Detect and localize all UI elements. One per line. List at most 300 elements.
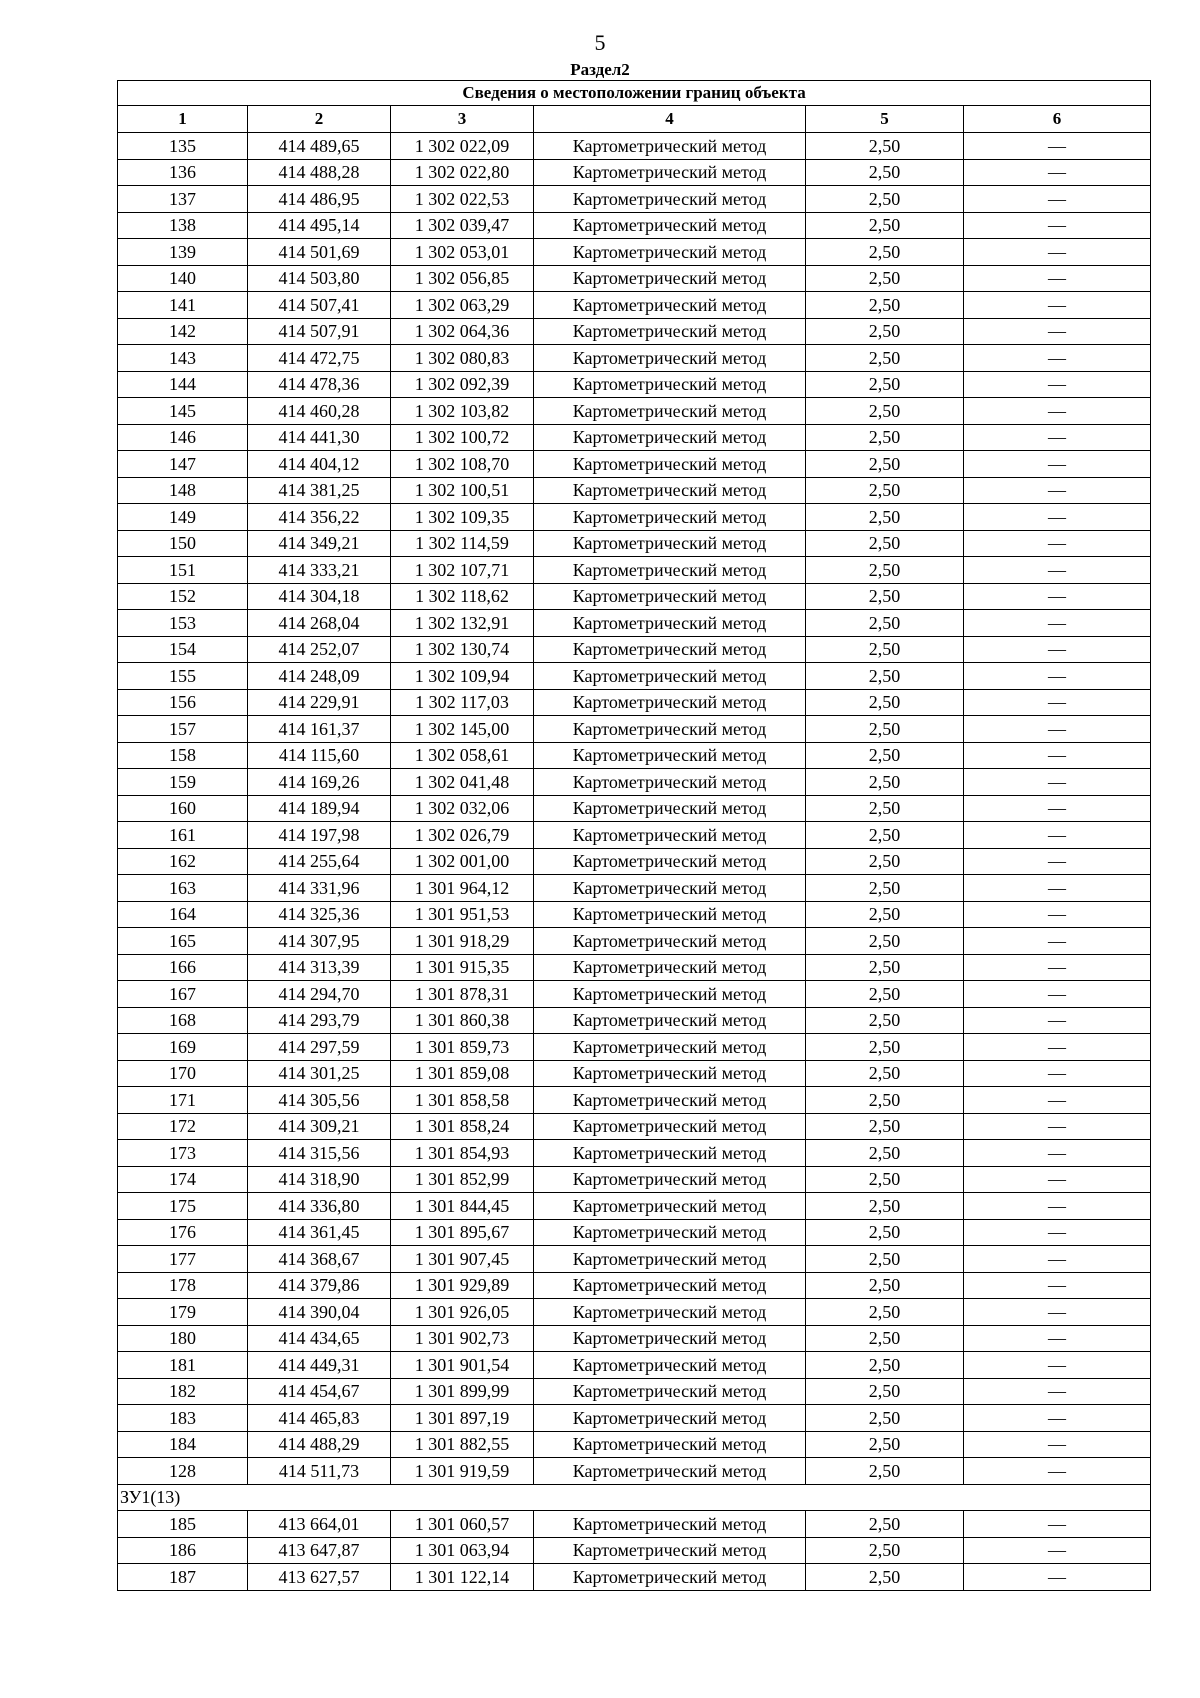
note-cell: — [964,1564,1151,1591]
y-coordinate-cell: 1 301 858,58 [391,1087,534,1114]
point-number-cell: 162 [118,848,248,875]
note-cell: — [964,1007,1151,1034]
note-cell: — [964,583,1151,610]
y-coordinate-cell: 1 302 041,48 [391,769,534,796]
accuracy-cell: 2,50 [806,742,964,769]
group-row [118,1484,1151,1511]
point-number-cell: 160 [118,795,248,822]
x-coordinate-cell: 414 495,14 [248,212,391,239]
method-cell: Картометрический метод [534,1458,806,1485]
method-cell: Картометрический метод [534,318,806,345]
x-coordinate-cell: 414 381,25 [248,477,391,504]
accuracy-cell: 2,50 [806,610,964,637]
accuracy-cell: 2,50 [806,398,964,425]
point-number-cell: 172 [118,1113,248,1140]
x-coordinate-cell: 414 356,22 [248,504,391,531]
point-number-cell: 161 [118,822,248,849]
x-coordinate-cell: 414 169,26 [248,769,391,796]
x-coordinate-cell: 414 486,95 [248,186,391,213]
method-cell: Картометрический метод [534,795,806,822]
x-coordinate-cell: 414 507,91 [248,318,391,345]
point-number-cell: 163 [118,875,248,902]
note-cell: — [964,1087,1151,1114]
point-number-cell: 139 [118,239,248,266]
point-number-cell: 137 [118,186,248,213]
table-row [118,928,1151,955]
note-cell: — [964,159,1151,186]
column-header: 3 [391,106,534,133]
note-cell: — [964,424,1151,451]
accuracy-cell: 2,50 [806,1352,964,1379]
table-row [118,822,1151,849]
x-coordinate-cell: 414 390,04 [248,1299,391,1326]
method-cell: Картометрический метод [534,557,806,584]
group-label: ЗУ1(13) [118,1484,1151,1511]
x-coordinate-cell: 414 307,95 [248,928,391,955]
x-coordinate-cell: 414 268,04 [248,610,391,637]
y-coordinate-cell: 1 302 092,39 [391,371,534,398]
point-number-cell: 156 [118,689,248,716]
table-row [118,451,1151,478]
x-coordinate-cell: 414 255,64 [248,848,391,875]
table-row [118,689,1151,716]
method-cell: Картометрический метод [534,848,806,875]
table-row [118,1060,1151,1087]
note-cell: — [964,1272,1151,1299]
accuracy-cell: 2,50 [806,954,964,981]
table-row [118,636,1151,663]
point-number-cell: 155 [118,663,248,690]
x-coordinate-cell: 414 297,59 [248,1034,391,1061]
note-cell: — [964,742,1151,769]
accuracy-cell: 2,50 [806,1405,964,1432]
y-coordinate-cell: 1 302 100,51 [391,477,534,504]
note-cell: — [964,795,1151,822]
note-cell: — [964,1458,1151,1485]
accuracy-cell: 2,50 [806,1325,964,1352]
table-row [118,265,1151,292]
x-coordinate-cell: 414 404,12 [248,451,391,478]
table-row [118,557,1151,584]
note-cell: — [964,928,1151,955]
method-cell: Картометрический метод [534,928,806,955]
x-coordinate-cell: 413 664,01 [248,1511,391,1538]
accuracy-cell: 2,50 [806,1299,964,1326]
x-coordinate-cell: 414 349,21 [248,530,391,557]
method-cell: Картометрический метод [534,610,806,637]
method-cell: Картометрический метод [534,716,806,743]
y-coordinate-cell: 1 301 060,57 [391,1511,534,1538]
y-coordinate-cell: 1 302 145,00 [391,716,534,743]
method-cell: Картометрический метод [534,769,806,796]
table-row [118,1166,1151,1193]
table-row [118,981,1151,1008]
x-coordinate-cell: 413 647,87 [248,1537,391,1564]
table-title-row [118,81,1151,106]
method-cell: Картометрический метод [534,265,806,292]
accuracy-cell: 2,50 [806,795,964,822]
table-row [118,769,1151,796]
method-cell: Картометрический метод [534,901,806,928]
accuracy-cell: 2,50 [806,557,964,584]
x-coordinate-cell: 414 315,56 [248,1140,391,1167]
point-number-cell: 157 [118,716,248,743]
x-coordinate-cell: 414 304,18 [248,583,391,610]
method-cell: Картометрический метод [534,1113,806,1140]
x-coordinate-cell: 414 333,21 [248,557,391,584]
x-coordinate-cell: 414 331,96 [248,875,391,902]
table-body [118,133,1151,1591]
y-coordinate-cell: 1 301 918,29 [391,928,534,955]
note-cell: — [964,1140,1151,1167]
x-coordinate-cell: 414 368,67 [248,1246,391,1273]
note-cell: — [964,1511,1151,1538]
x-coordinate-cell: 414 325,36 [248,901,391,928]
note-cell: — [964,1352,1151,1379]
y-coordinate-cell: 1 301 915,35 [391,954,534,981]
y-coordinate-cell: 1 302 001,00 [391,848,534,875]
table-row [118,1352,1151,1379]
table-row [118,716,1151,743]
note-cell: — [964,530,1151,557]
table-row [118,1034,1151,1061]
note-cell: — [964,212,1151,239]
column-header: 2 [248,106,391,133]
x-coordinate-cell: 414 503,80 [248,265,391,292]
table-row [118,318,1151,345]
note-cell: — [964,689,1151,716]
table-title: Сведения о местоположении границ объекта [118,81,1151,106]
method-cell: Картометрический метод [534,239,806,266]
point-number-cell: 164 [118,901,248,928]
table-row [118,1219,1151,1246]
note-cell: — [964,504,1151,531]
y-coordinate-cell: 1 301 895,67 [391,1219,534,1246]
note-cell: — [964,398,1151,425]
column-header: 1 [118,106,248,133]
y-coordinate-cell: 1 302 064,36 [391,318,534,345]
note-cell: — [964,1060,1151,1087]
accuracy-cell: 2,50 [806,371,964,398]
x-coordinate-cell: 414 336,80 [248,1193,391,1220]
accuracy-cell: 2,50 [806,239,964,266]
method-cell: Картометрический метод [534,742,806,769]
column-header: 4 [534,106,806,133]
table-row [118,1511,1151,1538]
method-cell: Картометрический метод [534,1325,806,1352]
page-number: 5 [594,30,606,55]
note-cell: — [964,981,1151,1008]
accuracy-cell: 2,50 [806,530,964,557]
y-coordinate-cell: 1 302 026,79 [391,822,534,849]
method-cell: Картометрический метод [534,530,806,557]
table-row [118,292,1151,319]
accuracy-cell: 2,50 [806,318,964,345]
column-header: 5 [806,106,964,133]
y-coordinate-cell: 1 301 951,53 [391,901,534,928]
point-number-cell: 144 [118,371,248,398]
note-cell: — [964,848,1151,875]
point-number-cell: 182 [118,1378,248,1405]
note-cell: — [964,1113,1151,1140]
coordinates-table [117,80,1151,1591]
accuracy-cell: 2,50 [806,822,964,849]
x-coordinate-cell: 414 501,69 [248,239,391,266]
accuracy-cell: 2,50 [806,451,964,478]
accuracy-cell: 2,50 [806,1007,964,1034]
note-cell: — [964,1166,1151,1193]
note-cell: — [964,239,1151,266]
x-coordinate-cell: 414 434,65 [248,1325,391,1352]
point-number-cell: 146 [118,424,248,451]
method-cell: Картометрический метод [534,345,806,372]
table-row [118,424,1151,451]
note-cell: — [964,636,1151,663]
point-number-cell: 153 [118,610,248,637]
accuracy-cell: 2,50 [806,1193,964,1220]
accuracy-cell: 2,50 [806,1511,964,1538]
accuracy-cell: 2,50 [806,424,964,451]
y-coordinate-cell: 1 302 117,03 [391,689,534,716]
table-row [118,1193,1151,1220]
column-header: 6 [964,106,1151,133]
table-row [118,1458,1151,1485]
point-number-cell: 167 [118,981,248,1008]
note-cell: — [964,663,1151,690]
method-cell: Картометрический метод [534,1299,806,1326]
x-coordinate-cell: 414 441,30 [248,424,391,451]
accuracy-cell: 2,50 [806,901,964,928]
y-coordinate-cell: 1 301 063,94 [391,1537,534,1564]
x-coordinate-cell: 414 229,91 [248,689,391,716]
table-row [118,1537,1151,1564]
point-number-cell: 185 [118,1511,248,1538]
table-row [118,875,1151,902]
point-number-cell: 138 [118,212,248,239]
x-coordinate-cell: 414 248,09 [248,663,391,690]
x-coordinate-cell: 414 189,94 [248,795,391,822]
y-coordinate-cell: 1 301 897,19 [391,1405,534,1432]
y-coordinate-cell: 1 302 022,09 [391,133,534,160]
point-number-cell: 169 [118,1034,248,1061]
point-number-cell: 178 [118,1272,248,1299]
note-cell: — [964,954,1151,981]
method-cell: Картометрический метод [534,1537,806,1564]
x-coordinate-cell: 414 488,28 [248,159,391,186]
point-number-cell: 154 [118,636,248,663]
point-number-cell: 170 [118,1060,248,1087]
method-cell: Картометрический метод [534,663,806,690]
method-cell: Картометрический метод [534,1246,806,1273]
table-row [118,610,1151,637]
table-row [118,371,1151,398]
accuracy-cell: 2,50 [806,265,964,292]
method-cell: Картометрический метод [534,1272,806,1299]
table-row [118,1272,1151,1299]
table-row [118,1113,1151,1140]
y-coordinate-cell: 1 302 058,61 [391,742,534,769]
note-cell: — [964,1537,1151,1564]
y-coordinate-cell: 1 301 919,59 [391,1458,534,1485]
y-coordinate-cell: 1 302 022,53 [391,186,534,213]
point-number-cell: 171 [118,1087,248,1114]
point-number-cell: 148 [118,477,248,504]
accuracy-cell: 2,50 [806,345,964,372]
y-coordinate-cell: 1 302 080,83 [391,345,534,372]
accuracy-cell: 2,50 [806,1034,964,1061]
point-number-cell: 180 [118,1325,248,1352]
table-row [118,1087,1151,1114]
accuracy-cell: 2,50 [806,477,964,504]
method-cell: Картометрический метод [534,504,806,531]
point-number-cell: 128 [118,1458,248,1485]
table-row [118,133,1151,160]
note-cell: — [964,1193,1151,1220]
point-number-cell: 173 [118,1140,248,1167]
x-coordinate-cell: 414 115,60 [248,742,391,769]
accuracy-cell: 2,50 [806,1246,964,1273]
accuracy-cell: 2,50 [806,1431,964,1458]
method-cell: Картометрический метод [534,1166,806,1193]
y-coordinate-cell: 1 302 056,85 [391,265,534,292]
table-row [118,1299,1151,1326]
x-coordinate-cell: 414 294,70 [248,981,391,1008]
accuracy-cell: 2,50 [806,212,964,239]
accuracy-cell: 2,50 [806,1087,964,1114]
point-number-cell: 181 [118,1352,248,1379]
note-cell: — [964,875,1151,902]
y-coordinate-cell: 1 302 100,72 [391,424,534,451]
y-coordinate-cell: 1 301 964,12 [391,875,534,902]
y-coordinate-cell: 1 301 929,89 [391,1272,534,1299]
point-number-cell: 142 [118,318,248,345]
table-row [118,477,1151,504]
accuracy-cell: 2,50 [806,292,964,319]
column-header-row [118,106,1151,133]
table-row [118,1378,1151,1405]
note-cell: — [964,557,1151,584]
y-coordinate-cell: 1 302 130,74 [391,636,534,663]
accuracy-cell: 2,50 [806,1219,964,1246]
point-number-cell: 174 [118,1166,248,1193]
point-number-cell: 179 [118,1299,248,1326]
table-row [118,1431,1151,1458]
accuracy-cell: 2,50 [806,769,964,796]
table-row [118,742,1151,769]
accuracy-cell: 2,50 [806,716,964,743]
point-number-cell: 140 [118,265,248,292]
table-row [118,663,1151,690]
table-row [118,530,1151,557]
point-number-cell: 152 [118,583,248,610]
method-cell: Картометрический метод [534,1378,806,1405]
point-number-cell: 184 [118,1431,248,1458]
accuracy-cell: 2,50 [806,504,964,531]
x-coordinate-cell: 414 197,98 [248,822,391,849]
x-coordinate-cell: 413 627,57 [248,1564,391,1591]
method-cell: Картометрический метод [534,583,806,610]
note-cell: — [964,186,1151,213]
accuracy-cell: 2,50 [806,848,964,875]
note-cell: — [964,901,1151,928]
x-coordinate-cell: 414 472,75 [248,345,391,372]
method-cell: Картометрический метод [534,398,806,425]
x-coordinate-cell: 414 309,21 [248,1113,391,1140]
point-number-cell: 145 [118,398,248,425]
x-coordinate-cell: 414 449,31 [248,1352,391,1379]
note-cell: — [964,716,1151,743]
point-number-cell: 141 [118,292,248,319]
point-number-cell: 177 [118,1246,248,1273]
table-row [118,848,1151,875]
note-cell: — [964,1431,1151,1458]
table-row [118,345,1151,372]
method-cell: Картометрический метод [534,186,806,213]
y-coordinate-cell: 1 302 107,71 [391,557,534,584]
table-row [118,239,1151,266]
table-row [118,398,1151,425]
table-row [118,1325,1151,1352]
point-number-cell: 136 [118,159,248,186]
accuracy-cell: 2,50 [806,1060,964,1087]
note-cell: — [964,318,1151,345]
table-row [118,504,1151,531]
x-coordinate-cell: 414 507,41 [248,292,391,319]
y-coordinate-cell: 1 302 039,47 [391,212,534,239]
table-row [118,186,1151,213]
method-cell: Картометрический метод [534,875,806,902]
point-number-cell: 187 [118,1564,248,1591]
accuracy-cell: 2,50 [806,875,964,902]
note-cell: — [964,133,1151,160]
table-row [118,954,1151,981]
accuracy-cell: 2,50 [806,981,964,1008]
method-cell: Картометрический метод [534,1352,806,1379]
table-row [118,212,1151,239]
section-title: Раздел2 [570,60,630,79]
table-row [118,1405,1151,1432]
y-coordinate-cell: 1 302 109,94 [391,663,534,690]
point-number-cell: 147 [118,451,248,478]
method-cell: Картометрический метод [534,451,806,478]
y-coordinate-cell: 1 301 859,08 [391,1060,534,1087]
y-coordinate-cell: 1 302 132,91 [391,610,534,637]
accuracy-cell: 2,50 [806,1537,964,1564]
y-coordinate-cell: 1 301 907,45 [391,1246,534,1273]
x-coordinate-cell: 414 293,79 [248,1007,391,1034]
accuracy-cell: 2,50 [806,1378,964,1405]
method-cell: Картометрический метод [534,477,806,504]
y-coordinate-cell: 1 301 852,99 [391,1166,534,1193]
x-coordinate-cell: 414 465,83 [248,1405,391,1432]
accuracy-cell: 2,50 [806,583,964,610]
y-coordinate-cell: 1 302 063,29 [391,292,534,319]
y-coordinate-cell: 1 301 902,73 [391,1325,534,1352]
table-row [118,1564,1151,1591]
accuracy-cell: 2,50 [806,689,964,716]
method-cell: Картометрический метод [534,1193,806,1220]
note-cell: — [964,1246,1151,1273]
table-row [118,1007,1151,1034]
method-cell: Картометрический метод [534,981,806,1008]
accuracy-cell: 2,50 [806,1272,964,1299]
note-cell: — [964,345,1151,372]
method-cell: Картометрический метод [534,292,806,319]
y-coordinate-cell: 1 301 858,24 [391,1113,534,1140]
note-cell: — [964,1299,1151,1326]
table-row [118,1140,1151,1167]
y-coordinate-cell: 1 301 882,55 [391,1431,534,1458]
